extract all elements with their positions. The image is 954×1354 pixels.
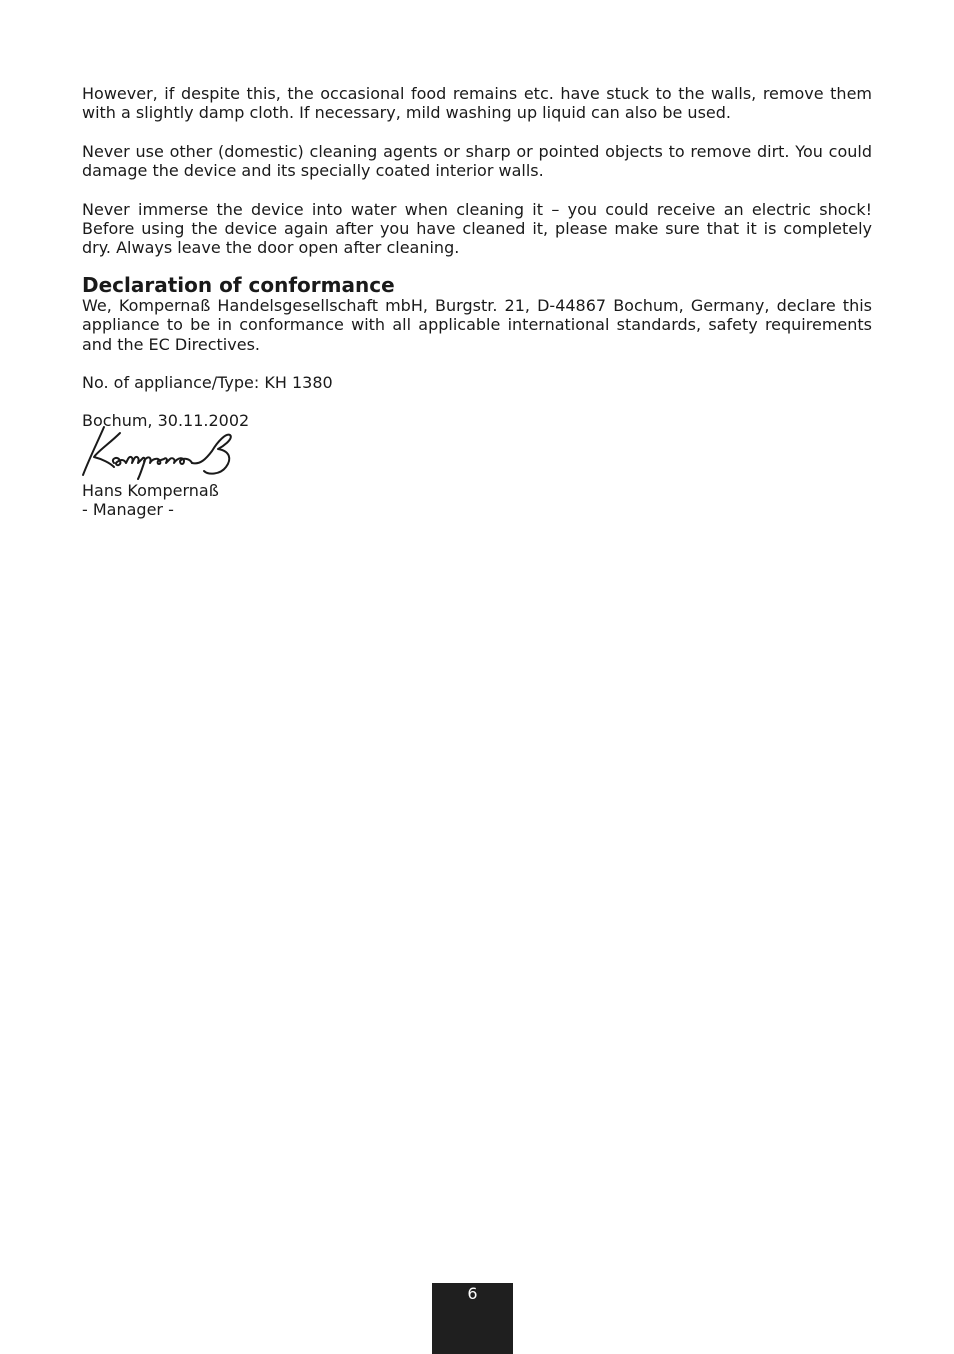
signer-title: - Manager -	[82, 500, 174, 520]
declaration-text: We, Kompernaß Handelsgesellschaft mbH, Burgstr. 21, D-44867 Bochum, Germany, declare this appliance to be in conformance with all applicable international standards, safety requirements and the EC Directives.	[82, 295, 872, 354]
document-body	[82, 84, 872, 520]
declaration-heading: Declaration of conformance	[82, 272, 395, 297]
page-number-box	[432, 1283, 513, 1354]
cleaning-paragraph-3: Never immerse the device into water when cleaning it – you could receive an electric shock! Before using the device again after you have cleaned it, please make sure that it is completely dry. Always leave the door open after cleaning.	[82, 199, 872, 258]
appliance-type: No. of appliance/Type: KH 1380	[82, 373, 333, 393]
signer-name: Hans Kompernaß	[82, 480, 219, 500]
signature-image	[80, 425, 238, 481]
page-number: 6	[467, 1284, 478, 1303]
place-date: Bochum, 30.11.2002	[82, 411, 250, 431]
cleaning-paragraph-2: Never use other (domestic) cleaning agents or sharp or pointed objects to remove dirt. You could damage the device and its specially coated interior walls.	[82, 141, 872, 181]
cleaning-paragraph-1: However, if despite this, the occasional food remains etc. have stuck to the walls, remove them with a slightly damp cloth. If necessary, mild washing up liquid can also be used.	[82, 84, 872, 123]
